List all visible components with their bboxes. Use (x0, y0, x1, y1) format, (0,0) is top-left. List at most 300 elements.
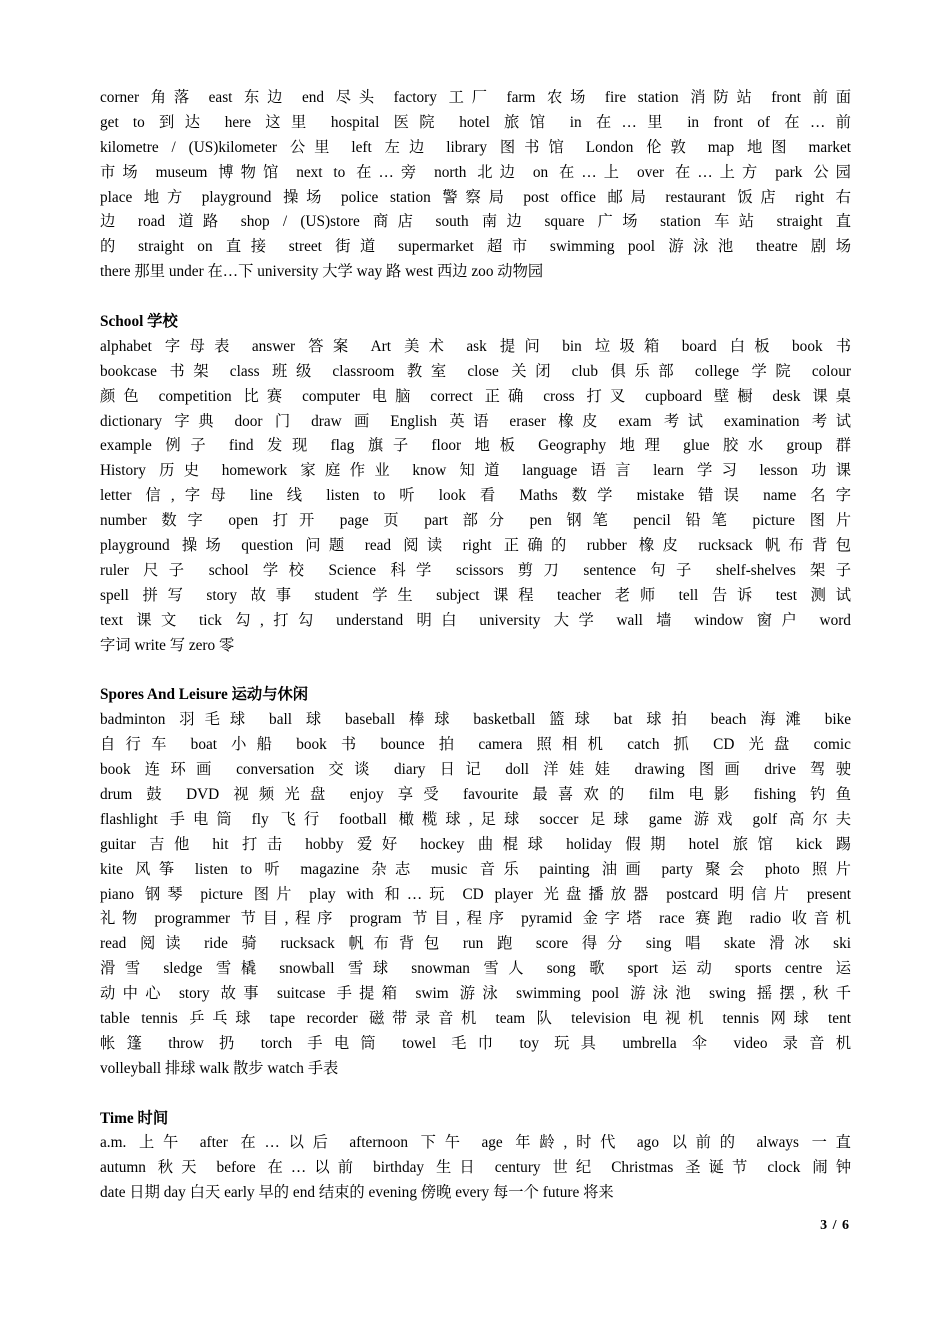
vocabulary-entry: kite 风筝 (100, 860, 183, 878)
vocabulary-entry: floor 地板 (431, 437, 525, 455)
vocabulary-entry: hospital 医院 (330, 113, 445, 131)
section-gap (100, 658, 851, 683)
vocabulary-entry: flag 旗子 (330, 437, 418, 455)
vocabulary-line (100, 186, 851, 211)
vocabulary-entry: kick 踢 (795, 835, 852, 853)
vocabulary-line (100, 1156, 851, 1181)
vocabulary-entry: kilometre / (US)kilometer 公里 (100, 138, 339, 156)
vocabulary-entry: learn 学习 (653, 462, 747, 480)
vocabulary-entry: program 节目,程序 (349, 910, 511, 928)
vocabulary-entry: early 早的 (224, 1184, 290, 1202)
vocabulary-entry: drum 鼓 (100, 785, 172, 803)
vocabulary-entry: walk 散步 (199, 1059, 264, 1077)
vocabulary-entry: shelf-shelves 架子 (715, 561, 852, 579)
vocabulary-entry: television 电视机 (571, 1009, 712, 1027)
vocabulary-entry: open 打开 (228, 512, 326, 530)
vocabulary-line (100, 86, 851, 111)
vocabulary-entry: throw 扔 (168, 1034, 246, 1052)
vocabulary-line (100, 360, 851, 385)
vocabulary-entry: afternoon 下午 (349, 1134, 469, 1152)
vocabulary-entry: correct 正确 (430, 387, 532, 405)
vocabulary-entry: snowman 雪人 (411, 960, 534, 978)
vocabulary-line (100, 609, 851, 634)
vocabulary-entry: colour (811, 362, 851, 380)
vocabulary-line (100, 883, 851, 908)
vocabulary-entry: age 年龄,时代 (481, 1134, 625, 1152)
vocabulary-entry: door 门 (234, 412, 299, 430)
vocabulary-entry: answer 答案 (251, 337, 358, 355)
vocabulary-entry: street 街道 (288, 238, 385, 256)
vocabulary-entry: bat 球拍 (613, 711, 697, 729)
vocabulary-entry: playground 操场 (100, 537, 230, 555)
vocabulary-entry: eraser 橡皮 (509, 412, 606, 430)
vocabulary-entry: ride 骑 (204, 935, 267, 953)
section-title: Time 时间 (100, 1109, 169, 1127)
vocabulary-entry: language 语言 (522, 462, 640, 480)
vocabulary-entry: north 北边 (434, 163, 522, 181)
vocabulary-entry: 礼物 (100, 910, 144, 928)
vocabulary-entry: day 白天 (163, 1184, 221, 1202)
vocabulary-entry: in front of 在…前 (687, 113, 851, 131)
vocabulary-entry: party 聚会 (661, 860, 753, 878)
vocabulary-entry: birthday 生日 (373, 1159, 483, 1177)
vocabulary-entry: programmer 节目,程序 (154, 910, 340, 928)
vocabulary-entry: name 名字 (763, 487, 851, 505)
vocabulary-entry: swim 游泳 (415, 985, 506, 1003)
vocabulary-entry: future 将来 (542, 1184, 614, 1202)
vocabulary-entry: part 部分 (424, 512, 515, 530)
vocabulary-entry: letter 信,字母 (100, 487, 236, 505)
vocabulary-entry: right 正确的 (462, 537, 575, 555)
vocabulary-entry: photo 照片 (764, 860, 851, 878)
vocabulary-entry: boat 小船 (190, 736, 283, 754)
vocabulary-entry: 字词 (100, 636, 131, 654)
vocabulary-entry: get to 到达 (100, 113, 211, 131)
vocabulary-line (100, 260, 851, 285)
vocabulary-entry: teacher 老师 (557, 586, 666, 604)
vocabulary-line (100, 1057, 851, 1082)
vocabulary-entry: over 在…上方 (636, 163, 765, 181)
vocabulary-entry: CD 光盘 (713, 736, 800, 754)
vocabulary-entry: 动中心 (100, 985, 168, 1003)
vocabulary-entry: evening 傍晚 (368, 1184, 452, 1202)
vocabulary-entry: library 图书馆 (446, 138, 573, 156)
vocabulary-entry: board 白板 (681, 337, 779, 355)
vocabulary-line (100, 410, 851, 435)
vocabulary-entry: music 音乐 (430, 860, 528, 878)
vocabulary-entry: bookcase 书架 (100, 362, 218, 380)
vocabulary-line (100, 1007, 851, 1032)
vocabulary-entry: hit 打击 (212, 835, 292, 853)
vocabulary-line (100, 559, 851, 584)
vocabulary-entry: guitar 吉他 (100, 835, 199, 853)
vocabulary-entry: 市场 (100, 163, 145, 181)
vocabulary-entry: hotel 旅馆 (459, 113, 556, 131)
vocabulary-line (100, 634, 851, 659)
vocabulary-entry: under 在…下 (168, 263, 254, 281)
vocabulary-entry: ball 球 (269, 711, 332, 729)
vocabulary-entry: zoo 动物园 (471, 263, 544, 281)
vocabulary-entry: fly 飞行 (251, 810, 328, 828)
vocabulary-entry: know 知道 (412, 462, 509, 480)
vocabulary-entry: rucksack 帆布背包 (698, 537, 852, 555)
vocabulary-entry: diary 日记 (394, 761, 492, 779)
vocabulary-entry: Maths 数学 (519, 487, 623, 505)
vocabulary-entry: pen 钢笔 (529, 512, 619, 530)
vocabulary-entry: example 例子 (100, 437, 216, 455)
vocabulary-entry: History 历史 (100, 462, 209, 480)
vocabulary-entry: radio 收音机 (749, 910, 851, 928)
vocabulary-entry: post office 邮局 (523, 188, 654, 206)
vocabulary-line (100, 858, 851, 883)
vocabulary-entry: playground 操场 (201, 188, 330, 206)
vocabulary-entry: English 英语 (390, 412, 498, 430)
vocabulary-entry: supermarket 超市 (398, 238, 537, 256)
vocabulary-entry: fishing 钓鱼 (753, 785, 852, 803)
vocabulary-line (100, 957, 851, 982)
vocabulary-entry: catch 抓 (627, 736, 700, 754)
vocabulary-entry: factory 工厂 (393, 89, 495, 106)
vocabulary-line (100, 932, 851, 957)
vocabulary-entry: Art 美术 (370, 337, 454, 355)
vocabulary-line (100, 584, 851, 609)
vocabulary-entry: before 在…以前 (216, 1159, 362, 1177)
vocabulary-entry: film 电影 (648, 785, 740, 803)
vocabulary-entry: end 结束的 (292, 1184, 365, 1202)
vocabulary-entry: end 尽头 (301, 89, 382, 106)
vocabulary-entry: school 学校 (208, 561, 315, 579)
vocabulary-line (100, 783, 851, 808)
vocabulary-entry: pyramid 金字塔 (521, 910, 649, 928)
vocabulary-entry: swing 摇摆,秋千 (709, 985, 852, 1003)
vocabulary-entry: line 线 (249, 487, 313, 505)
vocabulary-entry: square 广场 (544, 213, 647, 231)
vocabulary-entry: university 大学 (257, 263, 353, 281)
section-gap (100, 285, 851, 310)
vocabulary-entry: autumn 秋天 (100, 1159, 205, 1177)
vocabulary-entry: test 测试 (775, 586, 851, 604)
vocabulary-entry: straight on 直接 (138, 238, 276, 256)
vocabulary-entry: question 问题 (241, 537, 353, 555)
vocabulary-entry: tell 告诉 (678, 586, 763, 604)
vocabulary-entry: sports centre 运 (734, 960, 852, 978)
vocabulary-entry: umbrella 伞 (622, 1034, 719, 1052)
vocabulary-line (100, 907, 851, 932)
vocabulary-entry: beach 海滩 (710, 711, 811, 729)
vocabulary-entry: west 西边 (405, 263, 468, 281)
vocabulary-entry: next to 在…旁 (296, 163, 424, 181)
vocabulary-entry: bounce 拍 (380, 736, 465, 754)
vocabulary-entry: ski (833, 935, 852, 953)
vocabulary-entry: student 学生 (314, 586, 423, 604)
vocabulary-entry: bin 垃圾箱 (562, 337, 669, 355)
vocabulary-entry: mistake 错误 (636, 487, 750, 505)
vocabulary-entry: park 公园 (775, 163, 851, 181)
vocabulary-entry: theatre 剧场 (756, 238, 852, 256)
vocabulary-entry: word (819, 611, 851, 629)
vocabulary-line (100, 1131, 851, 1156)
vocabulary-entry: painting 油画 (539, 860, 650, 878)
vocabulary-entry: piano 钢琴 (100, 885, 190, 903)
vocabulary-entry: book 书 (296, 736, 367, 754)
vocabulary-entry: song 歌 (546, 960, 615, 978)
vocabulary-entry: postcard 明信片 (666, 885, 796, 903)
vocabulary-entry: Science 科学 (328, 561, 442, 579)
vocabulary-line (100, 1032, 851, 1057)
vocabulary-entry: 边 (100, 213, 125, 231)
vocabulary-entry: snowball 雪球 (279, 960, 398, 978)
vocabulary-entry: on 在…上 (532, 163, 627, 181)
vocabulary-entry: story 故事 (178, 985, 266, 1003)
vocabulary-entry: wall 墙 (616, 611, 681, 629)
vocabulary-entry: east 东边 (208, 89, 291, 106)
vocabulary-entry: fire station 消防站 (604, 89, 760, 106)
vocabulary-entry: swimming pool 游泳池 (549, 238, 743, 256)
vocabulary-entry: club 俱乐部 (571, 362, 683, 380)
vocabulary-entry: run 跑 (462, 935, 523, 953)
vocabulary-entry: ruler 尺子 (100, 561, 195, 579)
vocabulary-entry: volleyball 排球 (100, 1059, 196, 1077)
vocabulary-entry: century 世纪 (494, 1159, 600, 1177)
vocabulary-entry: dictionary 字典 (100, 412, 223, 430)
vocabulary-entry: ago 以前的 (636, 1134, 744, 1152)
page-separator: / (832, 1218, 838, 1233)
vocabulary-entry: window 窗户 (694, 611, 807, 629)
page-number (820, 1218, 850, 1234)
vocabulary-entry: London 伦敦 (585, 138, 695, 156)
vocabulary-entry: magazine 杂志 (300, 860, 419, 878)
vocabulary-line (100, 833, 851, 858)
vocabulary-entry: DVD 视频光盘 (186, 785, 336, 803)
vocabulary-entry: find 发现 (228, 437, 318, 455)
vocabulary-entry: skate 滑冰 (723, 935, 820, 953)
vocabulary-entry: drive 驾驶 (764, 761, 852, 779)
vocabulary-entry: university 大学 (479, 611, 604, 629)
vocabulary-line (100, 1181, 851, 1206)
vocabulary-entry: south 南边 (435, 213, 532, 231)
vocabulary-entry: every 每一个 (455, 1184, 539, 1202)
vocabulary-entry: football 橄榄球,足球 (339, 810, 528, 828)
vocabulary-entry: desk 课桌 (772, 387, 851, 405)
vocabulary-entry: computer 电脑 (302, 387, 419, 405)
vocabulary-entry: read 阅读 (100, 935, 191, 953)
vocabulary-entry: rubber 橡皮 (586, 537, 687, 555)
vocabulary-entry: tennis 网球 (722, 1009, 817, 1027)
vocabulary-entry: baseball 棒球 (344, 711, 460, 729)
vocabulary-entry: flashlight 手电筒 (100, 810, 240, 828)
vocabulary-entry: look 看 (438, 487, 506, 505)
vocabulary-entry: there 那里 (100, 263, 165, 281)
vocabulary-entry: race 赛跑 (659, 910, 740, 928)
vocabulary-entry: favourite 最喜欢的 (463, 785, 635, 803)
vocabulary-entry: doll 洋娃娃 (505, 761, 621, 779)
vocabulary-line (100, 733, 851, 758)
vocabulary-entry: here 这里 (224, 113, 317, 131)
vocabulary-entry: date 日期 (100, 1184, 160, 1202)
vocabulary-entry: sing 唱 (645, 935, 711, 953)
vocabulary-list (100, 86, 851, 1206)
vocabulary-entry: video 录音机 (733, 1034, 852, 1052)
vocabulary-entry: torch 手电筒 (260, 1034, 387, 1052)
vocabulary-entry: book 书 (792, 337, 852, 355)
vocabulary-entry: competition 比赛 (158, 387, 291, 405)
vocabulary-entry: way 路 (356, 263, 402, 281)
vocabulary-entry: score 得分 (535, 935, 633, 953)
vocabulary-entry: police station 警察局 (340, 188, 512, 206)
vocabulary-entry: 颜色 (100, 387, 147, 405)
vocabulary-entry: 滑雪 (100, 960, 150, 978)
vocabulary-line (100, 509, 851, 534)
vocabulary-entry: scissors 剪刀 (455, 561, 570, 579)
vocabulary-line (100, 385, 851, 410)
vocabulary-entry: straight 直 (776, 213, 851, 231)
vocabulary-entry: clock 闹钟 (767, 1159, 852, 1177)
vocabulary-entry: rucksack 帆布背包 (280, 935, 450, 953)
vocabulary-entry: bike (824, 711, 852, 729)
vocabulary-entry: glue 胶水 (683, 437, 774, 455)
vocabulary-entry: draw 画 (311, 412, 378, 430)
vocabulary-entry: swimming pool 游泳池 (516, 985, 699, 1003)
vocabulary-entry: holiday 假期 (566, 835, 676, 853)
vocabulary-entry: place 地方 (100, 188, 191, 206)
vocabulary-entry: hockey 曲棍球 (420, 835, 553, 853)
page-total: 6 (842, 1218, 850, 1233)
vocabulary-line (100, 982, 851, 1007)
vocabulary-entry: zero 零 (188, 636, 235, 654)
section-title: Spores And Leisure 运动与休闲 (100, 686, 309, 704)
vocabulary-entry: suitcase 手提箱 (277, 985, 405, 1003)
vocabulary-entry: cupboard 壁橱 (645, 387, 761, 405)
vocabulary-entry: conversation 交谈 (236, 761, 380, 779)
vocabulary-entry: toy 玩具 (519, 1034, 608, 1052)
vocabulary-entry: camera 照相机 (478, 736, 614, 754)
vocabulary-entry: Christmas 圣诞节 (611, 1159, 756, 1177)
vocabulary-entry: comic (813, 736, 851, 754)
vocabulary-entry: Geography 地理 (538, 437, 670, 455)
vocabulary-line (100, 459, 851, 484)
vocabulary-line (100, 136, 851, 161)
vocabulary-entry: team 队 (495, 1009, 560, 1027)
vocabulary-entry: present (806, 885, 852, 903)
vocabulary-entry: always 一直 (756, 1134, 851, 1152)
vocabulary-line (100, 161, 851, 186)
vocabulary-entry: soccer 足球 (539, 810, 637, 828)
vocabulary-line (100, 484, 851, 509)
vocabulary-entry: tick 勾,打勾 (199, 611, 323, 629)
vocabulary-entry: homework 家庭作业 (221, 462, 400, 480)
vocabulary-entry: examination 考试 (723, 412, 852, 430)
vocabulary-line (100, 758, 851, 783)
vocabulary-entry: after 在…以后 (199, 1134, 337, 1152)
vocabulary-entry: picture 图片 (200, 885, 299, 903)
vocabulary-entry: text 课文 (100, 611, 186, 629)
vocabulary-entry: station 车站 (660, 213, 764, 231)
vocabulary-entry: 帐篷 (100, 1034, 154, 1052)
vocabulary-entry: write 写 (134, 636, 185, 654)
vocabulary-line (100, 708, 851, 733)
vocabulary-entry: golf 高尔夫 (752, 810, 851, 828)
vocabulary-entry: right 右 (795, 188, 852, 206)
vocabulary-line (100, 434, 851, 459)
vocabulary-entry: group 群 (786, 437, 852, 455)
section-gap (100, 1082, 851, 1107)
vocabulary-line (100, 111, 851, 136)
vocabulary-entry: tape recorder 磁带录音机 (269, 1009, 484, 1027)
vocabulary-entry: corner 角落 (100, 89, 197, 106)
vocabulary-line (100, 210, 851, 235)
vocabulary-entry: basketball 篮球 (473, 711, 600, 729)
vocabulary-entry: enjoy 享受 (349, 785, 449, 803)
vocabulary-entry: sentence 句子 (583, 561, 702, 579)
vocabulary-entry: CD player 光盘播放器 (462, 885, 656, 903)
vocabulary-entry: left 左边 (351, 138, 434, 156)
vocabulary-entry: close 关闭 (467, 362, 560, 380)
vocabulary-entry: class 班级 (229, 362, 320, 380)
vocabulary-entry: number 数字 (100, 512, 214, 530)
vocabulary-entry: pencil 铅笔 (633, 512, 738, 530)
vocabulary-entry: 自行车 (100, 736, 177, 754)
vocabulary-entry: game 游戏 (648, 810, 741, 828)
vocabulary-entry: college 学院 (694, 362, 800, 380)
vocabulary-entry: lesson 功课 (759, 462, 851, 480)
vocabulary-entry: picture 图片 (752, 512, 852, 530)
vocabulary-entry: front 前面 (771, 89, 852, 106)
vocabulary-entry: tent (828, 1009, 851, 1027)
vocabulary-entry: alphabet 字母表 (100, 337, 239, 355)
vocabulary-entry: table tennis 乒乓球 (100, 1009, 259, 1027)
vocabulary-entry: spell 拼写 (100, 586, 193, 604)
vocabulary-entry: hobby 爱好 (305, 835, 407, 853)
vocabulary-entry: listen to 听 (194, 860, 289, 878)
vocabulary-entry: exam 考试 (618, 412, 712, 430)
vocabulary-entry: understand 明白 (336, 611, 466, 629)
vocabulary-entry: towel 毛巾 (402, 1034, 505, 1052)
vocabulary-entry: restaurant 饭店 (665, 188, 784, 206)
vocabulary-entry: road 道路 (137, 213, 228, 231)
vocabulary-entry: drawing 图画 (634, 761, 751, 779)
vocabulary-line (100, 235, 851, 260)
vocabulary-entry: cross 打叉 (543, 387, 634, 405)
vocabulary-entry: sledge 雪橇 (163, 960, 266, 978)
vocabulary-entry: hotel 旅馆 (688, 835, 783, 853)
vocabulary-entry: story 故事 (206, 586, 301, 604)
vocabulary-line (100, 335, 851, 360)
vocabulary-entry: sport 运动 (627, 960, 722, 978)
vocabulary-entry: in 在…里 (569, 113, 673, 131)
vocabulary-entry: subject 课程 (436, 586, 544, 604)
vocabulary-entry: a.m. 上午 (100, 1134, 188, 1152)
vocabulary-entry: classroom 教室 (332, 362, 455, 380)
page-current: 3 (820, 1218, 829, 1233)
vocabulary-entry: badminton 羽毛球 (100, 711, 256, 729)
section-title: School 学校 (100, 313, 178, 331)
vocabulary-entry: 的 (100, 238, 125, 256)
vocabulary-entry: book 连环画 (100, 761, 222, 779)
vocabulary-entry: watch 手表 (267, 1059, 339, 1077)
vocabulary-entry: play with 和…玩 (309, 885, 452, 903)
vocabulary-entry: listen to 听 (326, 487, 425, 505)
vocabulary-entry: market (808, 138, 852, 156)
vocabulary-entry: page 页 (339, 512, 410, 530)
vocabulary-line (100, 534, 851, 559)
vocabulary-entry: museum 博物馆 (155, 163, 286, 181)
vocabulary-entry: read 阅读 (364, 537, 451, 555)
vocabulary-entry: map 地图 (707, 138, 796, 156)
vocabulary-entry: ask 提问 (466, 337, 550, 355)
vocabulary-entry: farm 农场 (506, 89, 594, 106)
vocabulary-line (100, 808, 851, 833)
vocabulary-entry: shop / (US)store 商店 (240, 213, 423, 231)
